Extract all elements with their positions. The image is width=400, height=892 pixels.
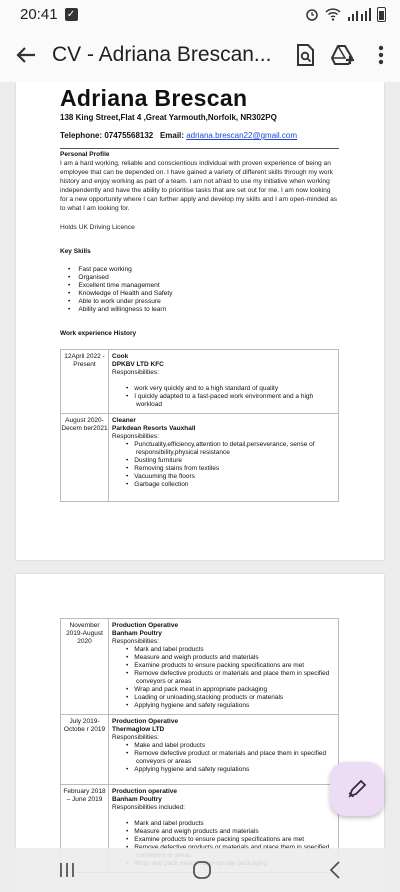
home-icon[interactable] (192, 860, 212, 880)
job-date: November 2019-August 2020 (61, 619, 109, 714)
document-title: CV - Adriana Brescan... (52, 43, 272, 66)
job-title: Production operative (112, 788, 178, 795)
job-responsibilities (112, 646, 335, 710)
list-item: • Punctuality,efficiency,attention to detail,perseverance, sense of responsibility,physical resistance (126, 441, 335, 457)
document-page-1 (16, 82, 384, 560)
notification-check-icon: ✓ (65, 8, 78, 21)
nav-back-icon[interactable] (328, 861, 342, 879)
app-bar (0, 28, 400, 82)
edit-pen-icon (346, 778, 368, 800)
status-bar (0, 0, 400, 28)
work-table-continued (60, 618, 339, 873)
list-item: • Examine products to ensure packing specifications are met (126, 662, 335, 670)
list-item: • I quickly adapted to a fast-paced work environment and a high workload (126, 393, 335, 409)
alarm-icon (305, 7, 319, 21)
system-nav-bar (0, 848, 400, 892)
job-company: DPKBV LTD KFC (112, 361, 164, 368)
list-item: • work very quickly and to a high standard of quality (126, 385, 335, 393)
wifi-icon (325, 8, 341, 21)
document-search-icon[interactable] (286, 28, 324, 82)
list-item: • Wrap and pack meat in appropriate packaging (126, 686, 335, 694)
recent-apps-icon[interactable] (58, 861, 76, 879)
list-item: • Removing stains from textiles (126, 465, 335, 473)
job-date: July 2019-Octobe r 2019 (61, 715, 109, 784)
list-item: • Organised (68, 274, 173, 282)
job-responsibilities (112, 441, 335, 489)
divider (60, 148, 339, 149)
battery-icon (377, 7, 386, 22)
list-item: • Make and label products (126, 742, 335, 750)
job-responsibilities-label: Responsibilities: (112, 369, 159, 376)
cv-contact (60, 131, 297, 140)
work-heading: Work experience History (60, 330, 137, 337)
document-page-2 (16, 574, 384, 892)
work-table (60, 349, 339, 502)
list-item: • Excellent time management (68, 282, 173, 290)
list-item: • Applying hygiene and safety regulations (126, 702, 335, 710)
list-item: • Mark and label products (126, 820, 335, 828)
cv-address: 138 King Street,Flat 4 ,Great Yarmouth,Norfolk, NR302PQ (60, 113, 277, 122)
job-title: Cook (112, 353, 129, 360)
list-item: • Examine products to ensure packing specifications are met (126, 836, 335, 844)
telephone-label: Telephone: (60, 131, 103, 140)
job-title: Production Operative (112, 622, 179, 629)
table-row (61, 350, 338, 414)
telephone-number: 07475568132 (104, 131, 154, 140)
list-item: • Remove defective products or materials and place them in specified conveyors or areas (126, 670, 335, 686)
job-company: Banham Poultry (112, 796, 162, 803)
list-item: • Knowledge of Health and Safety (68, 290, 173, 298)
job-responsibilities-label: Responsibilities included: (112, 804, 185, 811)
list-item: • Dusting furniture (126, 457, 335, 465)
job-responsibilities-label: Responsibilities: (112, 734, 159, 741)
list-item: • Remove defective product or materials and place them in specified conveyors or areas (126, 750, 335, 766)
list-item: • Ability and willingness to learn (68, 306, 173, 314)
status-time: 20:41 (20, 5, 58, 23)
licence-text: Holds UK Driving Licence (60, 224, 135, 231)
skills-heading: Key Skills (60, 248, 91, 255)
job-title: Production Operative (112, 718, 179, 725)
job-date: August 2020-Decem ber2021 (61, 414, 109, 501)
status-icons (305, 7, 386, 22)
job-responsibilities (112, 385, 335, 409)
email-link[interactable]: adriana.brescan22@gmail.com (186, 131, 298, 140)
table-row (61, 715, 338, 785)
job-date: 12April 2022 -Present (61, 350, 109, 413)
email-label: Email: (159, 131, 184, 140)
cv-name: Adriana Brescan (60, 85, 248, 111)
job-company: Banham Poultry (112, 630, 162, 637)
job-responsibilities-label: Responsibilities: (112, 638, 159, 645)
add-to-drive-icon[interactable] (324, 28, 362, 82)
edit-button[interactable] (330, 762, 384, 816)
profile-text: I am a hard working, reliable and conscientious individual with proven experience of being an employee that can be depended on. I have gained a variety of different skills through my work history and enjoy working as part of a team. I am not afraid to use my initiative when working independently and have the ability to prioritise tasks that are set out for me. I am now looking for a new opportunity where I can further apply and develop my skills and I am open-minded as to what I am looking for. (60, 160, 338, 212)
job-title: Cleaner (112, 417, 136, 424)
list-item: • Garbage collection (126, 481, 335, 489)
list-item: • Measure and weigh products and materials (126, 654, 335, 662)
list-item: • Mark and label products (126, 646, 335, 654)
list-item: • Applying hygiene and safety regulations (126, 766, 335, 774)
list-item: • Vacuuming the floors (126, 473, 335, 481)
job-responsibilities (112, 742, 335, 774)
job-company: Parkdean Resorts Vauxhall (112, 425, 196, 432)
job-responsibilities-label: Responsibilities: (112, 433, 159, 440)
job-company: Thermaglow LTD (112, 726, 165, 733)
arrow-back-icon[interactable] (0, 28, 52, 82)
table-row (61, 414, 338, 501)
table-row (61, 619, 338, 715)
list-item: • Able to work under pressure (68, 298, 173, 306)
signal-icon (347, 8, 371, 21)
more-vert-icon[interactable] (362, 28, 400, 82)
job-date: February 2018 – June 2019 (61, 785, 109, 872)
list-item: • Loading or unloading,stacking products or materials (126, 694, 335, 702)
profile-heading: Personal Profile (60, 151, 110, 158)
list-item: • Fast pace working (68, 266, 173, 274)
skills-list (68, 266, 173, 314)
list-item: • Measure and weigh products and materials (126, 828, 335, 836)
